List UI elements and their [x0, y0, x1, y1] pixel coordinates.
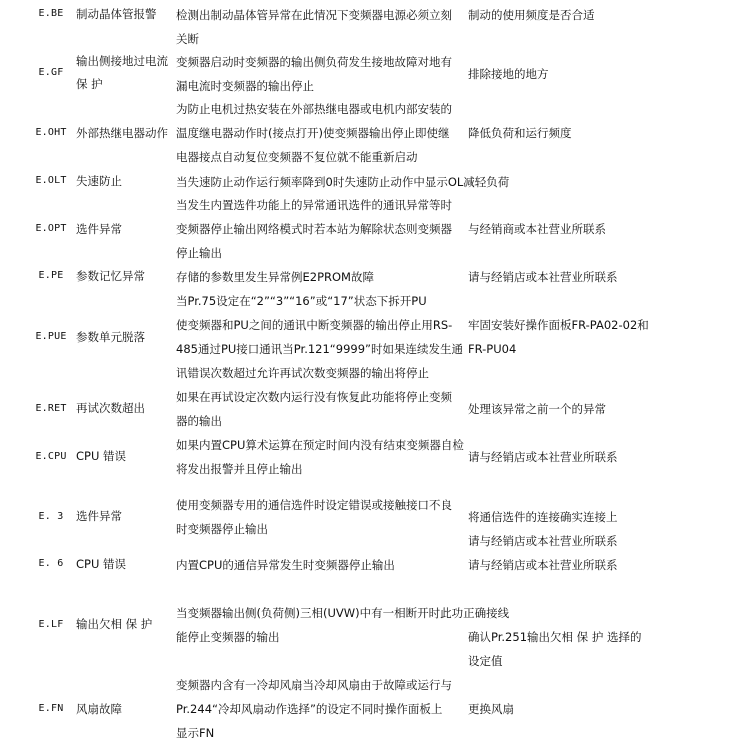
error-code: E.GF — [38, 67, 64, 78]
error-name: 失速防止 — [76, 174, 122, 188]
error-name: 选件异常 — [76, 509, 122, 523]
error-name: 参数记忆异常 — [76, 269, 145, 283]
error-code: E.RET — [35, 403, 67, 414]
error-code: E.CPU — [35, 451, 67, 462]
error-description: 当失速防止动作运行频率降到0时失速防止动作中显示OL减轻负荷 — [176, 175, 510, 189]
error-code: E. 3 — [38, 511, 64, 522]
error-action: 与经销商或本社营业所联系 — [468, 222, 606, 236]
error-description: 当Pr.75设定在“2”“3”“16”或“17”状态下拆开PU 使变频器和PU之间的通讯中断变频器的输出停止用RS- 485通过PU接口通讯当Pr.121“9999”时如果连续发生通 讯错误次数超过允许再试次数变频器的输出将停止 — [176, 294, 463, 380]
error-description: 如果在再试设定次数内运行没有恢复此功能将停止变频 器的输出 — [176, 390, 452, 428]
error-description: 如果内置CPU算术运算在预定时间内没有结束变频器自检 将发出报警并且停止输出 — [176, 438, 464, 476]
error-name: 输出侧接地过电流 保 护 — [76, 54, 168, 91]
error-name: 输出欠相 保 护 — [76, 617, 153, 631]
error-name: CPU 错误 — [76, 557, 127, 571]
error-action: 将通信选件的连接确实连接上 请与经销店或本社营业所联系 — [468, 510, 618, 548]
error-name: CPU 错误 — [76, 449, 127, 463]
error-code: E.BE — [38, 8, 64, 19]
error-description: 为防止电机过热安装在外部热继电器或电机内部安装的 温度继电器动作时(接点打开)使变频器输出停止即使继 电器接点自动复位变频器不复位就不能重新启动 — [176, 102, 452, 164]
error-action: 降低负荷和运行频度 — [468, 126, 572, 140]
error-name: 制动晶体管报警 — [76, 7, 157, 21]
error-action: 请与经销店或本社营业所联系 — [468, 450, 618, 464]
error-description: 内置CPU的通信异常发生时变频器停止输出 — [176, 558, 395, 572]
error-description: 检测出制动晶体管异常在此情况下变频器电源必须立刻 关断 — [176, 8, 452, 46]
error-action: 排除接地的地方 — [468, 67, 549, 81]
error-code: E.PUE — [35, 331, 67, 342]
error-action: 制动的使用频度是否合适 — [468, 8, 595, 22]
error-description: 变频器启动时变频器的输出侧负荷发生接地故障对地有 漏电流时变频器的输出停止 — [176, 55, 452, 93]
error-name: 选件异常 — [76, 222, 122, 236]
error-name: 风扇故障 — [76, 702, 122, 716]
error-action: 处理该异常之前一个的异常 — [468, 402, 606, 416]
error-description: 存储的参数里发生异常例E2PROM故障 — [176, 270, 374, 284]
error-description: 当变频器输出侧(负荷侧)三相(UVW)中有一相断开时此功正确接线 能停止变频器的输出 — [176, 606, 510, 644]
error-code: E.LF — [38, 619, 64, 630]
error-action: 更换风扇 — [468, 702, 514, 716]
error-code: E.PE — [38, 270, 64, 281]
error-description: 使用变频器专用的通信选件时设定错误或接触接口不良 时变频器停止输出 — [176, 498, 452, 536]
error-code: E.FN — [38, 703, 64, 714]
error-code: E.OPT — [35, 223, 67, 234]
error-action: 确认Pr.251输出欠相 保 护 选择的 设定值 — [468, 630, 642, 668]
error-description: 变频器内含有一冷却风扇当冷却风扇由于故障或运行与 Pr.244“冷却风扇动作选择”的设定不同时操作面板上 显示FN — [176, 678, 452, 740]
error-code: E.OHT — [35, 127, 67, 138]
error-action: 牢固安装好操作面板FR-PA02-02和 FR-PU04 — [468, 318, 649, 356]
error-name: 再试次数超出 — [76, 401, 145, 415]
error-description: 当发生内置选件功能上的异常通讯选件的通讯异常等时 变频器停止输出网络模式时若本站为解除状态则变频器 停止输出 — [176, 198, 452, 260]
error-name: 外部热继电器动作 — [76, 126, 168, 140]
error-name: 参数单元脱落 — [76, 330, 145, 344]
error-action: 请与经销店或本社营业所联系 — [468, 558, 618, 572]
error-code: E.OLT — [35, 175, 67, 186]
error-code: E. 6 — [38, 558, 64, 569]
error-action: 请与经销店或本社营业所联系 — [468, 270, 618, 284]
